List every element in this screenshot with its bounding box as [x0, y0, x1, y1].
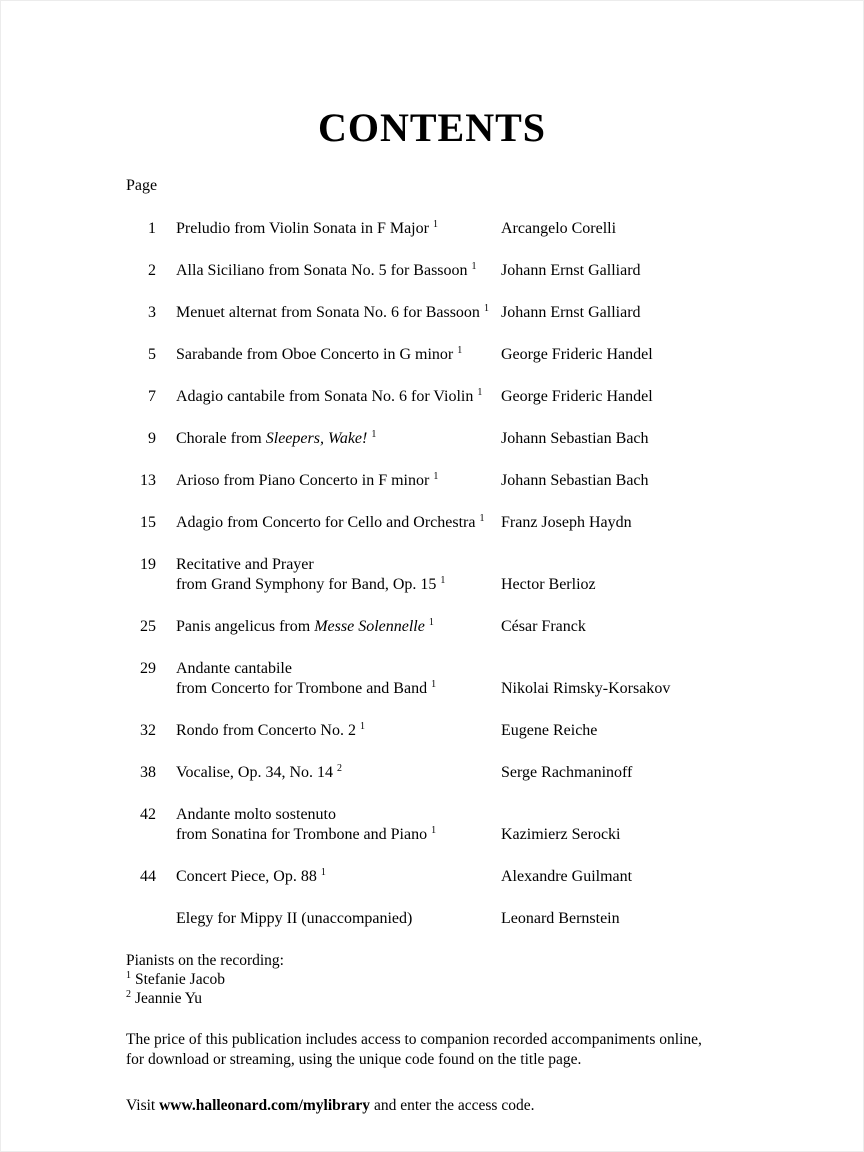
entry-composer: Eugene Reiche — [501, 722, 598, 739]
title-line — [176, 471, 501, 491]
toc-entry — [116, 805, 863, 845]
entry-composer: César Franck — [501, 618, 586, 635]
entry-title — [176, 805, 501, 845]
title-line — [176, 825, 501, 845]
entry-title — [176, 867, 501, 887]
entry-title — [176, 429, 501, 449]
title-line — [176, 261, 501, 281]
title-line — [176, 763, 501, 783]
title-text: Adagio from Concerto for Cello and Orchestra — [176, 514, 476, 531]
entry-composer: Hector Berlioz — [501, 576, 596, 593]
page-number: 29 — [140, 660, 156, 677]
pianists-heading: Pianists on the recording: — [126, 952, 284, 969]
pianist-name: Stefanie Jacob — [135, 971, 225, 988]
page-number: 7 — [148, 388, 156, 405]
entry-title — [176, 763, 501, 783]
pianist-line — [126, 970, 863, 989]
page-number: 32 — [140, 722, 156, 739]
page-number: 13 — [140, 472, 156, 489]
library-url: www.halleonard.com/mylibrary — [159, 1097, 371, 1114]
recording-footnote-marker: 1 — [431, 824, 437, 836]
title-text: Vocalise, Op. 34, No. 14 — [176, 764, 334, 781]
entry-title — [176, 721, 501, 741]
toc-entry — [116, 721, 863, 741]
toc-entry — [116, 471, 863, 491]
entry-title — [176, 909, 501, 929]
entry-composer: Johann Sebastian Bach — [501, 430, 649, 447]
recording-footnote-marker: 1 — [428, 616, 434, 628]
title-text: Andante molto sostenuto — [176, 806, 336, 823]
entry-title — [176, 219, 501, 239]
title-text: Adagio cantabile from Sonata No. 6 for Violin — [176, 388, 474, 405]
entry-composer: George Frideric Handel — [501, 388, 653, 405]
title-text: from Sonatina for Trombone and Piano — [176, 826, 428, 843]
page-number: 1 — [148, 220, 156, 237]
pianist-line — [126, 989, 863, 1008]
title-text: Recitative and Prayer — [176, 556, 314, 573]
recording-footnote-marker: 1 — [479, 512, 485, 524]
toc-entry — [116, 867, 863, 887]
title-text: Menuet alternat from Sonata No. 6 for Bassoon — [176, 304, 480, 321]
entry-composer: Johann Ernst Galliard — [501, 262, 641, 279]
page-number: 5 — [148, 346, 156, 363]
recording-footnote-marker: 1 — [359, 720, 365, 732]
visit-text-pre: Visit — [126, 1097, 160, 1114]
entry-title — [176, 303, 501, 323]
recording-footnote-marker: 1 — [431, 678, 437, 690]
title-line — [176, 303, 501, 323]
toc-entry — [116, 617, 863, 637]
recording-footnote-marker: 1 — [471, 260, 477, 272]
title-line — [176, 555, 501, 575]
title-text: Sarabande from Oboe Concerto in G minor — [176, 346, 454, 363]
page-number: 3 — [148, 304, 156, 321]
access-note — [126, 1030, 863, 1070]
recording-footnote-marker: 1 — [320, 866, 326, 878]
title-line — [176, 805, 501, 825]
toc-entry — [116, 909, 863, 929]
entry-title — [176, 471, 501, 491]
entry-composer: Nikolai Rimsky-Korsakov — [501, 680, 671, 697]
title-text: Chorale from — [176, 430, 266, 447]
toc-entry — [116, 261, 863, 281]
entry-composer: Leonard Bernstein — [501, 910, 620, 927]
entry-composer: Johann Ernst Galliard — [501, 304, 641, 321]
title-line — [176, 387, 501, 407]
footnote-marker-2: 2 — [126, 988, 131, 1000]
title-line — [176, 345, 501, 365]
page-number: 38 — [140, 764, 156, 781]
toc-list — [116, 219, 863, 929]
access-note-line: for download or streaming, using the unique code found on the title page. — [126, 1051, 582, 1068]
entry-composer: Franz Joseph Haydn — [501, 514, 632, 531]
entry-composer: Alexandre Guilmant — [501, 868, 633, 885]
title-line — [176, 219, 501, 239]
page-number: 2 — [148, 262, 156, 279]
page-number: 44 — [140, 868, 156, 885]
entry-title — [176, 387, 501, 407]
recording-footnote-marker: 1 — [433, 470, 439, 482]
title-line — [176, 721, 501, 741]
toc-entry — [116, 387, 863, 407]
page-number: 42 — [140, 806, 156, 823]
recording-footnote-marker: 1 — [432, 218, 438, 230]
entry-composer: Serge Rachmaninoff — [501, 764, 633, 781]
title-line — [176, 867, 501, 887]
title-line — [176, 575, 501, 595]
toc-entry — [116, 303, 863, 323]
title-line — [176, 909, 501, 929]
title-text: from Concerto for Trombone and Band — [176, 680, 428, 697]
page-title: CONTENTS — [317, 105, 547, 150]
recording-footnote-marker: 1 — [477, 386, 483, 398]
page-number: 9 — [148, 430, 156, 447]
entry-title — [176, 555, 501, 595]
title-text: Sleepers, Wake! — [265, 430, 368, 447]
recording-footnote-marker: 1 — [457, 344, 463, 356]
page-number: 25 — [140, 618, 156, 635]
title-text: Alla Siciliano from Sonata No. 5 for Bassoon — [176, 262, 468, 279]
toc-entry — [116, 555, 863, 595]
pianist-name: Jeannie Yu — [135, 990, 203, 1007]
title-line — [176, 429, 501, 449]
entry-composer: Kazimierz Serocki — [501, 826, 621, 843]
title-text: Arioso from Piano Concerto in F minor — [176, 472, 430, 489]
title-text: Preludio from Violin Sonata in F Major — [176, 220, 429, 237]
toc-entry — [116, 429, 863, 449]
title-text: Panis angelicus from — [176, 618, 315, 635]
entry-composer: Johann Sebastian Bach — [501, 472, 649, 489]
recording-footnote-marker: 1 — [371, 428, 377, 440]
title-line — [176, 617, 501, 637]
page-number: 19 — [140, 556, 156, 573]
title-text: Rondo from Concerto No. 2 — [176, 722, 356, 739]
title-text: from Grand Symphony for Band, Op. 15 — [176, 576, 437, 593]
toc-entry — [116, 513, 863, 533]
entry-composer: Arcangelo Corelli — [501, 220, 617, 237]
toc-entry — [116, 219, 863, 239]
recording-footnote-marker: 1 — [483, 302, 489, 314]
footnote-marker-1: 1 — [126, 969, 131, 981]
visit-line — [126, 1096, 863, 1116]
entry-title — [176, 345, 501, 365]
title-text: Concert Piece, Op. 88 — [176, 868, 317, 885]
page-number: 15 — [140, 514, 156, 531]
title-line — [176, 679, 501, 699]
title-text: Messe Solennelle — [314, 618, 425, 635]
title-text: Elegy for Mippy II (unaccompanied) — [176, 910, 413, 927]
entry-composer: George Frideric Handel — [501, 346, 653, 363]
toc-entry — [116, 345, 863, 365]
entry-title — [176, 659, 501, 699]
toc-entry — [116, 659, 863, 699]
title-line — [176, 659, 501, 679]
page-column-label: Page — [126, 177, 158, 194]
entry-title — [176, 513, 501, 533]
recording-footnote-marker: 2 — [337, 762, 343, 774]
title-line — [176, 513, 501, 533]
footer — [126, 951, 863, 1116]
entry-title — [176, 617, 501, 637]
title-text: Andante cantabile — [176, 660, 292, 677]
visit-text-post: and enter the access code. — [370, 1097, 535, 1114]
access-note-line: The price of this publication includes access to companion recorded accompaniments online, — [126, 1031, 702, 1048]
entry-title — [176, 261, 501, 281]
toc-entry — [116, 763, 863, 783]
recording-footnote-marker: 1 — [440, 574, 446, 586]
